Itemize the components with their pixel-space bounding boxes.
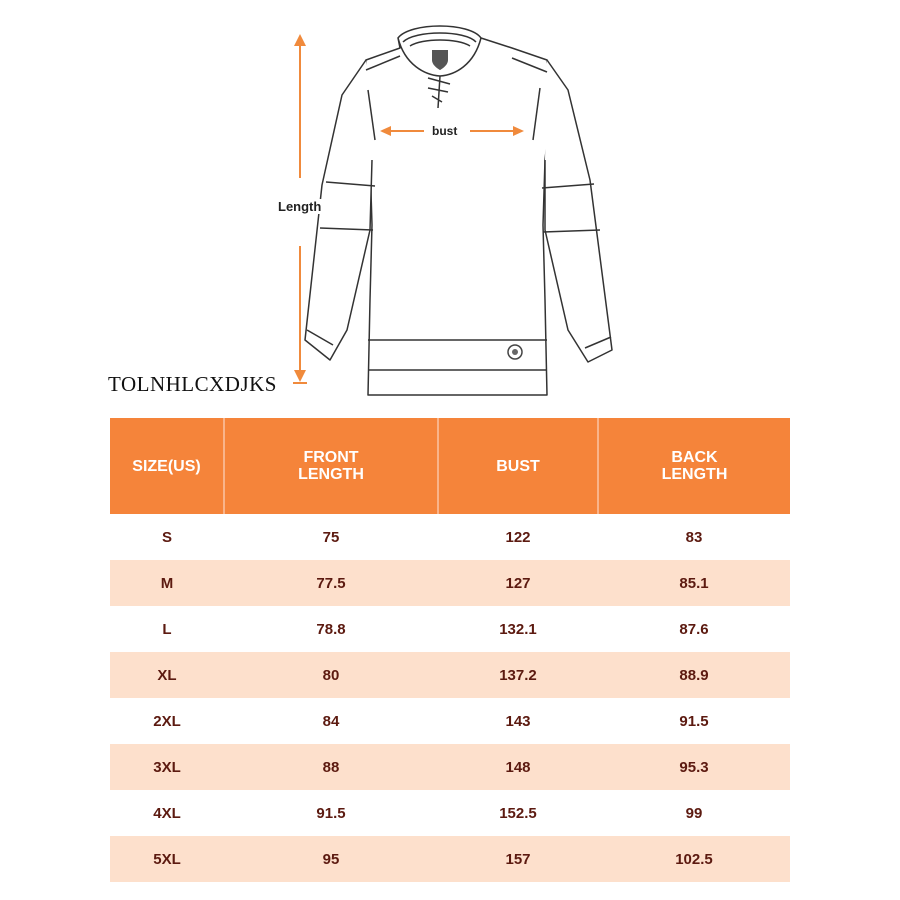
header-front-length: FRONT LENGTH (224, 418, 438, 514)
cell-back-length: 91.5 (598, 698, 790, 744)
cell-back-length: 99 (598, 790, 790, 836)
table-row (110, 560, 790, 606)
cell-back-length: 95.3 (598, 744, 790, 790)
cell-front-length: 95 (224, 836, 438, 882)
cell-size: 2XL (110, 698, 224, 744)
cell-bust: 157 (438, 836, 598, 882)
length-label: Length (278, 199, 322, 214)
cell-bust: 127 (438, 560, 598, 606)
cell-back-length: 85.1 (598, 560, 790, 606)
cell-size: 5XL (110, 836, 224, 882)
cell-front-length: 91.5 (224, 790, 438, 836)
table-row (110, 652, 790, 698)
cell-size: XL (110, 652, 224, 698)
cell-front-length: 80 (224, 652, 438, 698)
jersey-outline-icon (0, 0, 900, 410)
bust-label: bust (429, 124, 460, 138)
cell-back-length: 88.9 (598, 652, 790, 698)
brand-name: TOLNHLCXDJKS (108, 372, 277, 396)
cell-size: S (110, 514, 224, 560)
table-row (110, 836, 790, 882)
cell-back-length: 102.5 (598, 836, 790, 882)
cell-front-length: 75 (224, 514, 438, 560)
cell-bust: 122 (438, 514, 598, 560)
cell-back-length: 87.6 (598, 606, 790, 652)
table-row (110, 744, 790, 790)
cell-size: L (110, 606, 224, 652)
cell-size: M (110, 560, 224, 606)
cell-bust: 137.2 (438, 652, 598, 698)
jersey-diagram (0, 0, 900, 410)
size-chart-table (110, 418, 790, 882)
cell-front-length: 88 (224, 744, 438, 790)
cell-size: 3XL (110, 744, 224, 790)
cell-front-length: 77.5 (224, 560, 438, 606)
header-bust: BUST (438, 418, 598, 514)
table-row (110, 698, 790, 744)
table-header-row (110, 418, 790, 514)
cell-bust: 132.1 (438, 606, 598, 652)
league-crest-icon (432, 50, 448, 70)
cell-bust: 148 (438, 744, 598, 790)
table-row (110, 790, 790, 836)
table-row (110, 514, 790, 560)
cell-front-length: 78.8 (224, 606, 438, 652)
cell-back-length: 83 (598, 514, 790, 560)
cell-front-length: 84 (224, 698, 438, 744)
header-size: SIZE(US) (110, 418, 224, 514)
table-row (110, 606, 790, 652)
cell-bust: 152.5 (438, 790, 598, 836)
cell-bust: 143 (438, 698, 598, 744)
header-back-length: BACK LENGTH (598, 418, 790, 514)
cell-size: 4XL (110, 790, 224, 836)
